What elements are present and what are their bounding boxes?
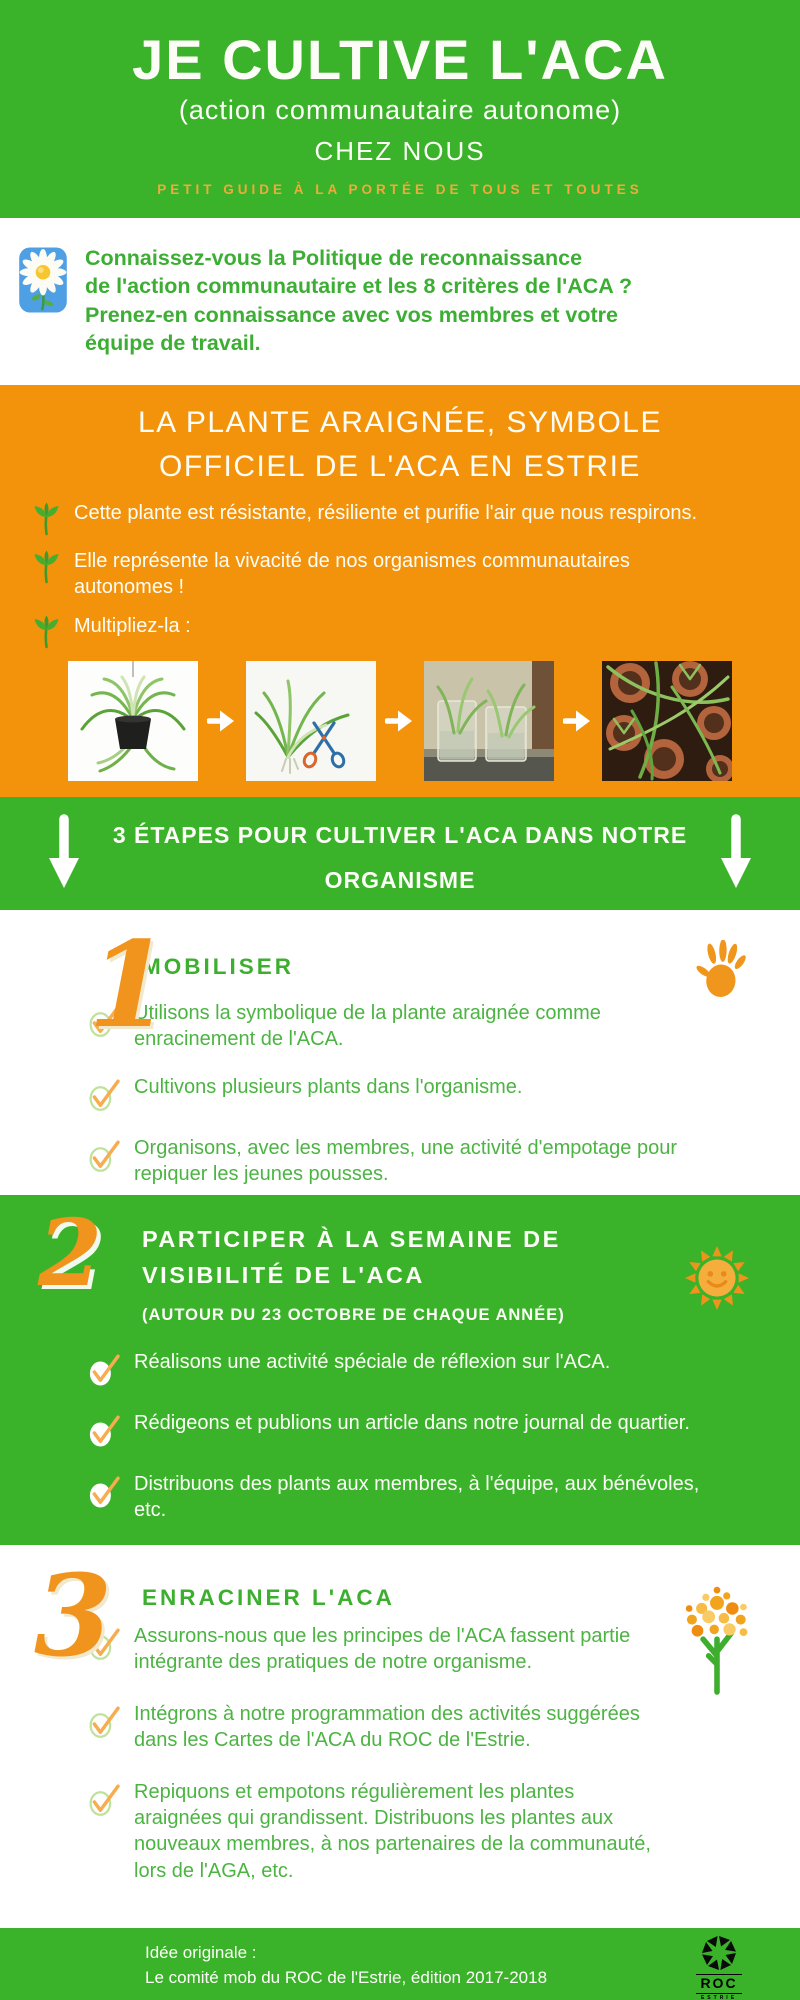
intro-text: [85, 244, 632, 385]
checkmark-icon: [88, 1779, 121, 1819]
arrow-down-icon: [45, 814, 83, 892]
step-title: ENRACINER L'ACA: [142, 1585, 395, 1610]
page-title: JE CULTIVE L'ACA: [132, 28, 668, 91]
list-item: [30, 548, 760, 601]
checklist-item-text: Distribuons des plants aux membres, à l'équipe, aux bénévoles, etc.: [134, 1472, 700, 1522]
sprout-leaf-icon: [30, 615, 63, 649]
arrow-down-icon: [717, 814, 755, 892]
checkmark-icon: [88, 1135, 121, 1175]
page-location: CHEZ NOUS: [314, 136, 486, 166]
checklist-item-text: Rédigeons et publions un article dans notre journal de quartier.: [134, 1411, 690, 1434]
credit-line: Le comité mob du ROC de l'Estrie, édition 2017-2018: [145, 1967, 548, 1987]
credit-line: Idée originale :: [145, 1943, 257, 1962]
step-2-checklist: [88, 1349, 755, 1524]
checklist-item: [88, 1701, 750, 1754]
intro-line: Connaissez-vous la Politique de reconnaissance: [85, 246, 583, 270]
bullet-text: Cette plante est résistante, résiliente et purifie l'air que nous respirons.: [74, 502, 698, 524]
symbol-bullets: [30, 500, 760, 649]
checklist-item-text: Organisons, avec les membres, une activité d'empotage pour repiquer les jeunes pousses.: [134, 1136, 677, 1186]
checklist-item: [88, 1349, 755, 1389]
intro-section: [0, 218, 800, 385]
symbol-title: [0, 401, 800, 488]
step-number: 1: [88, 915, 171, 1054]
tree-icon: [678, 1573, 756, 1708]
checkmark-icon: [88, 1410, 121, 1450]
step-number: 3: [34, 1551, 112, 1682]
step-3-checklist: [88, 1623, 750, 1884]
checklist-item: [88, 1471, 755, 1524]
arrow-right-icon: [385, 708, 415, 734]
header: [0, 0, 800, 218]
step-1-mobiliser: [0, 910, 800, 1195]
photo-cuttings-rooting-in-water-jars: [424, 661, 554, 781]
banner-title-line: ORGANISME: [324, 866, 476, 893]
step-1-checklist: [88, 1000, 745, 1188]
intro-line: Prenez-en connaissance avec vos membres et votre: [85, 302, 618, 327]
checkmark-icon: [88, 1349, 121, 1389]
checklist-item: [88, 1135, 745, 1188]
checkmark-icon: [88, 1074, 121, 1114]
checklist-item: [88, 1410, 755, 1450]
checkmark-icon: [88, 1471, 121, 1511]
sprout-leaf-icon: [30, 502, 63, 536]
arrow-right-icon: [207, 708, 237, 734]
symbol-section: [0, 385, 800, 797]
bullet-text: Multipliez-la :: [74, 614, 191, 637]
page-tagline: PETIT GUIDE À LA PORTÉE DE TOUS ET TOUTES: [157, 182, 643, 197]
step-title-line: PARTICIPER À LA SEMAINE DE: [142, 1226, 561, 1252]
checkmark-icon: [88, 1701, 121, 1741]
intro-line: équipe de travail.: [85, 331, 261, 356]
photo-spider-plant-in-hanging-pot: [68, 661, 198, 781]
step-number: 2: [38, 1199, 103, 1307]
photo-young-plants-in-copper-pots: [602, 661, 732, 781]
checklist-item-text: Assurons-nous que les principes de l'ACA fassent partie intégrante des pratiques de notre organisme.: [134, 1625, 631, 1674]
banner-title-line: 3 ÉTAPES POUR CULTIVER L'ACA DANS NOTRE: [112, 822, 688, 848]
steps-banner: [0, 797, 800, 910]
photo-spider-plant-cutting-with-scissors: [246, 661, 376, 781]
intro-line: de l'action communautaire et les 8 critères de l'ACA ?: [85, 274, 633, 299]
arrow-right-icon: [563, 708, 593, 734]
checklist-item-text: Intégrons à notre programmation des activités suggérées dans les Cartes de l'ACA du ROC de l'Estrie.: [134, 1702, 640, 1752]
list-item: [30, 500, 760, 536]
bullet-text: Elle représente la vivacité de nos organismes communautaires autonomes !: [74, 550, 630, 599]
checklist-item: [88, 1779, 750, 1885]
roc-logo-subtext: ESTRIE: [700, 1994, 738, 2000]
checklist-item-text: Réalisons une activité spéciale de réflexion sur l'ACA.: [134, 1350, 611, 1373]
symbol-title-line: LA PLANTE ARAIGNÉE, SYMBOLE: [137, 406, 662, 439]
daisy-flower-icon: [18, 247, 68, 313]
roc-estrie-logo: [696, 1933, 742, 2000]
symbol-title-line: OFFICIEL DE L'ACA EN ESTRIE: [159, 449, 641, 483]
checklist-item: [88, 1623, 750, 1676]
propagation-photo-strip: [68, 661, 732, 781]
sun-icon: [684, 1245, 750, 1311]
roc-logo-text: ROC: [696, 1974, 742, 1994]
step-subtitle: (AUTOUR DU 23 OCTOBRE DE CHAQUE ANNÉE): [142, 1305, 565, 1324]
sprout-leaf-icon: [30, 550, 63, 584]
page-subtitle: (action communautaire autonome): [178, 95, 622, 125]
hand-icon: [693, 937, 751, 1002]
step-title: MOBILISER: [142, 954, 295, 979]
step-2-participer: [0, 1195, 800, 1545]
list-item: [30, 613, 760, 649]
footer: [0, 1928, 800, 2000]
checklist-item-text: Repiquons et empotons régulièrement les plantes araignées qui grandissent. Distribuons les plantes aux nouveaux membres, à nos partenaires de la communauté, lors de l'AGA, etc.: [134, 1780, 651, 1882]
checklist-item-text: Utilisons la symbolique de la plante araignée comme enracinement de l'ACA.: [134, 1002, 601, 1051]
roc-pinwheel-icon: [698, 1933, 740, 1973]
checklist-item: [88, 1000, 745, 1053]
checklist-item-text: Cultivons plusieurs plants dans l'organisme.: [134, 1075, 523, 1098]
checklist-item: [88, 1074, 745, 1114]
step-3-enraciner: [0, 1545, 800, 1928]
step-title-line: VISIBILITÉ DE L'ACA: [142, 1262, 425, 1289]
